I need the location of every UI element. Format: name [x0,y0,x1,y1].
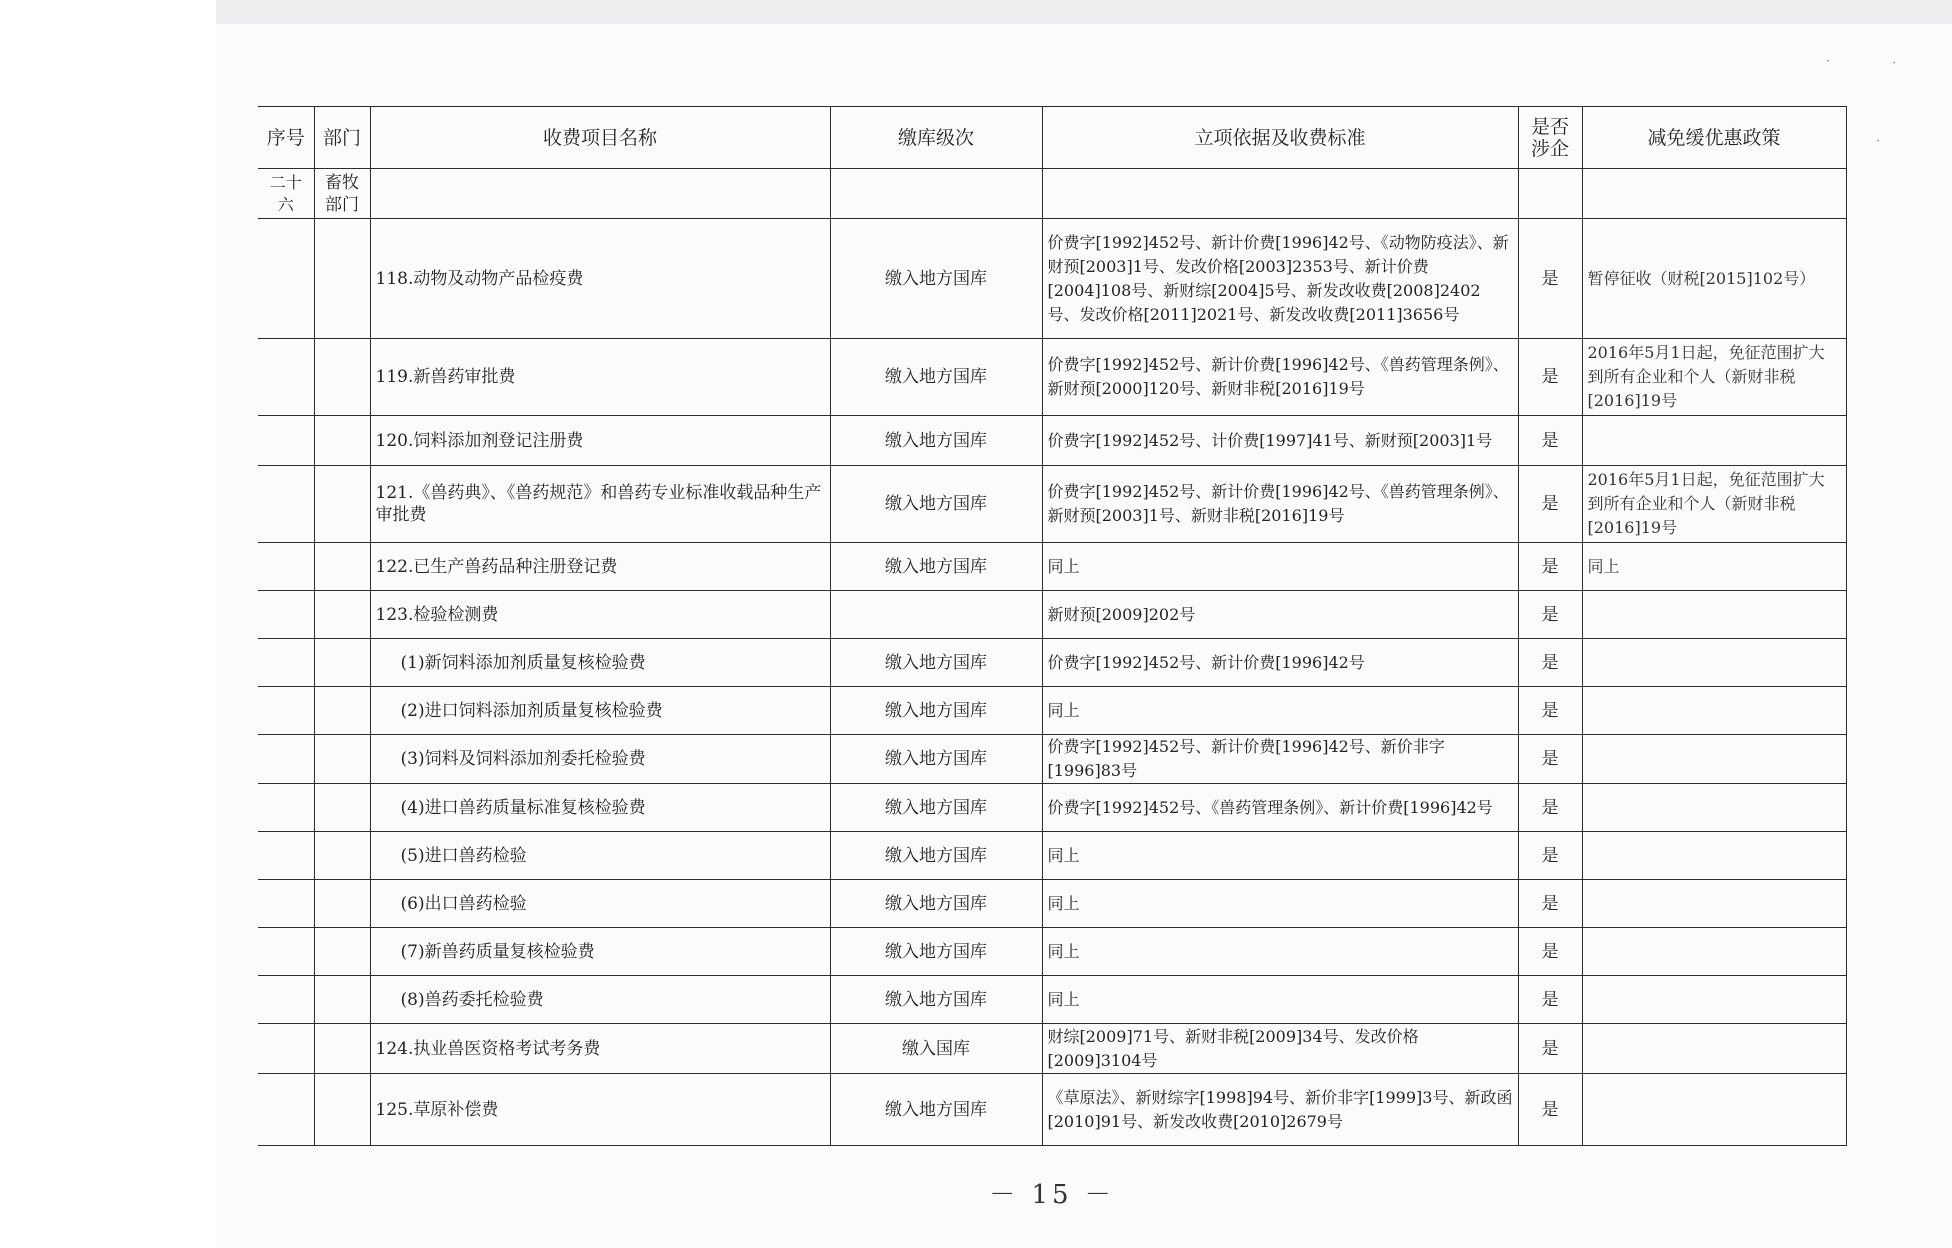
cell-name: (5)进口兽药检验 [370,832,830,880]
cell-name: 120.饲料添加剂登记注册费 [370,416,830,466]
cell-dept [314,784,370,832]
cell-treasury: 缴入地方国库 [830,880,1042,928]
table-row [258,219,1846,339]
cell-enterprise: 是 [1518,1024,1582,1074]
cell-name: 119.新兽药审批费 [370,339,830,416]
cell-seq [258,416,314,466]
cell-basis: 同上 [1042,928,1518,976]
cell-name: 121.《兽药典》、《兽药规范》和兽药专业标准收载品种生产审批费 [370,466,830,543]
table-row [258,880,1846,928]
cell-name: (7)新兽药质量复核检验费 [370,928,830,976]
cell-basis: 价费字[1992]452号、新计价费[1996]42号、《兽药管理条例》、新财预[2003]1号、新财非税[2016]19号 [1042,466,1518,543]
cell-dept [314,976,370,1024]
cell-policy [1582,1074,1846,1146]
cell-empty [1042,169,1518,219]
cell-dept [314,880,370,928]
cell-dept [314,639,370,687]
cell-name: (8)兽药委托检验费 [370,976,830,1024]
cell-name: (3)饲料及饲料添加剂委托检验费 [370,735,830,784]
cell-dept [314,219,370,339]
cell-treasury: 缴入地方国库 [830,639,1042,687]
table-row [258,1074,1846,1146]
fee-table [258,106,1847,1146]
cell-basis: 价费字[1992]452号、计价费[1997]41号、新财预[2003]1号 [1042,416,1518,466]
cell-policy: 2016年5月1日起，免征范围扩大到所有企业和个人（新财非税[2016]19号 [1582,339,1846,416]
cell-name: 125.草原补偿费 [370,1074,830,1146]
cell-seq [258,339,314,416]
cell-policy: 2016年5月1日起，免征范围扩大到所有企业和个人（新财非税[2016]19号 [1582,466,1846,543]
cell-enterprise: 是 [1518,784,1582,832]
cell-policy [1582,591,1846,639]
table-row [258,416,1846,466]
cell-enterprise: 是 [1518,880,1582,928]
cell-policy [1582,832,1846,880]
cell-policy [1582,687,1846,735]
scan-speck: · [1826,54,1831,69]
cell-empty [830,169,1042,219]
cell-name: (6)出口兽药检验 [370,880,830,928]
cell-empty [370,169,830,219]
header-enterprise: 是否涉企 [1518,107,1582,169]
cell-basis: 《草原法》、新财综字[1998]94号、新价非字[1999]3号、新政函[2010]91号、新发改收费[2010]2679号 [1042,1074,1518,1146]
header-basis: 立项依据及收费标准 [1042,107,1518,169]
table-row [258,784,1846,832]
cell-seq [258,1074,314,1146]
table-row [258,339,1846,416]
header-dept: 部门 [314,107,370,169]
cell-enterprise: 是 [1518,832,1582,880]
cell-enterprise: 是 [1518,928,1582,976]
cell-treasury: 缴入国库 [830,1024,1042,1074]
cell-basis: 财综[2009]71号、新财非税[2009]34号、发改价格[2009]3104号 [1042,1024,1518,1074]
cell-seq [258,832,314,880]
table-row [258,543,1846,591]
cell-basis: 同上 [1042,832,1518,880]
cell-treasury: 缴入地方国库 [830,832,1042,880]
table-header-row [258,107,1846,169]
cell-treasury: 缴入地方国库 [830,466,1042,543]
cell-seq [258,976,314,1024]
cell-policy [1582,880,1846,928]
cell-enterprise: 是 [1518,466,1582,543]
cell-basis: 价费字[1992]452号、新计价费[1996]42号、《兽药管理条例》、新财预[2000]120号、新财非税[2016]19号 [1042,339,1518,416]
cell-seq [258,1024,314,1074]
table-row [258,687,1846,735]
cell-treasury: 缴入地方国库 [830,976,1042,1024]
cell-basis: 同上 [1042,543,1518,591]
header-treasury: 缴库级次 [830,107,1042,169]
cell-dept [314,928,370,976]
cell-seq [258,591,314,639]
cell-basis: 新财预[2009]202号 [1042,591,1518,639]
table-row [258,591,1846,639]
cell-seq [258,784,314,832]
cell-dept [314,1074,370,1146]
cell-dept [314,416,370,466]
cell-treasury: 缴入地方国库 [830,687,1042,735]
scan-speck: · [1892,56,1897,71]
cell-enterprise: 是 [1518,1074,1582,1146]
header-name: 收费项目名称 [370,107,830,169]
cell-enterprise: 是 [1518,339,1582,416]
cell-seq [258,543,314,591]
page-number: － 15 － [989,1180,1115,1210]
cell-policy: 暂停征收（财税[2015]102号） [1582,219,1846,339]
cell-basis: 同上 [1042,880,1518,928]
cell-policy [1582,639,1846,687]
cell-name: 124.执业兽医资格考试考务费 [370,1024,830,1074]
scan-margin [0,0,216,1248]
cell-policy [1582,784,1846,832]
header-seq: 序号 [258,107,314,169]
cell-name: (4)进口兽药质量标准复核检验费 [370,784,830,832]
cell-seq [258,735,314,784]
cell-name: 118.动物及动物产品检疫费 [370,219,830,339]
cell-name: 123.检验检测费 [370,591,830,639]
section-row [258,169,1846,219]
cell-treasury: 缴入地方国库 [830,1074,1042,1146]
cell-seq [258,928,314,976]
cell-policy [1582,735,1846,784]
cell-empty [1518,169,1582,219]
table-row [258,832,1846,880]
cell-seq [258,219,314,339]
cell-dept [314,591,370,639]
cell-seq [258,466,314,543]
table-row [258,976,1846,1024]
cell-seq [258,880,314,928]
cell-seq [258,687,314,735]
cell-treasury: 缴入地方国库 [830,219,1042,339]
cell-treasury: 缴入地方国库 [830,543,1042,591]
table-row [258,735,1846,784]
cell-dept [314,1024,370,1074]
cell-basis: 价费字[1992]452号、新计价费[1996]42号 [1042,639,1518,687]
cell-enterprise: 是 [1518,639,1582,687]
cell-treasury [830,591,1042,639]
cell-enterprise: 是 [1518,219,1582,339]
cell-dept [314,832,370,880]
cell-dept [314,735,370,784]
table-row [258,1024,1846,1074]
cell-name: (2)进口饲料添加剂质量复核检验费 [370,687,830,735]
cell-basis: 价费字[1992]452号、新计价费[1996]42号、新价非字[1996]83号 [1042,735,1518,784]
cell-treasury: 缴入地方国库 [830,928,1042,976]
table-row [258,639,1846,687]
cell-empty [1582,169,1846,219]
cell-treasury: 缴入地方国库 [830,784,1042,832]
cell-treasury: 缴入地方国库 [830,735,1042,784]
table-row [258,928,1846,976]
scan-speck: · [1876,134,1881,149]
cell-dept [314,339,370,416]
cell-basis: 价费字[1992]452号、《兽药管理条例》、新计价费[1996]42号 [1042,784,1518,832]
cell-policy [1582,1024,1846,1074]
cell-enterprise: 是 [1518,416,1582,466]
cell-enterprise: 是 [1518,687,1582,735]
cell-dept [314,543,370,591]
cell-dept [314,687,370,735]
table-row [258,466,1846,543]
section-seq: 二十六 [258,169,314,219]
header-policy: 减免缓优惠政策 [1582,107,1846,169]
cell-basis: 同上 [1042,687,1518,735]
cell-enterprise: 是 [1518,735,1582,784]
cell-treasury: 缴入地方国库 [830,339,1042,416]
section-dept: 畜牧部门 [314,169,370,219]
cell-enterprise: 是 [1518,976,1582,1024]
cell-enterprise: 是 [1518,591,1582,639]
cell-enterprise: 是 [1518,543,1582,591]
cell-policy: 同上 [1582,543,1846,591]
cell-basis: 同上 [1042,976,1518,1024]
cell-basis: 价费字[1992]452号、新计价费[1996]42号、《动物防疫法》、新财预[2003]1号、发改价格[2003]2353号、新计价费[2004]108号、新财综[2004]5号、新发改收费[2008]2402号、发改价格[2011]2021号、新发改收费[2011]3656号 [1042,219,1518,339]
cell-treasury: 缴入地方国库 [830,416,1042,466]
cell-policy [1582,416,1846,466]
cell-seq [258,639,314,687]
cell-name: (1)新饲料添加剂质量复核检验费 [370,639,830,687]
cell-dept [314,466,370,543]
cell-name: 122.已生产兽药品种注册登记费 [370,543,830,591]
scan-top-edge [216,0,1952,24]
cell-policy [1582,928,1846,976]
cell-policy [1582,976,1846,1024]
